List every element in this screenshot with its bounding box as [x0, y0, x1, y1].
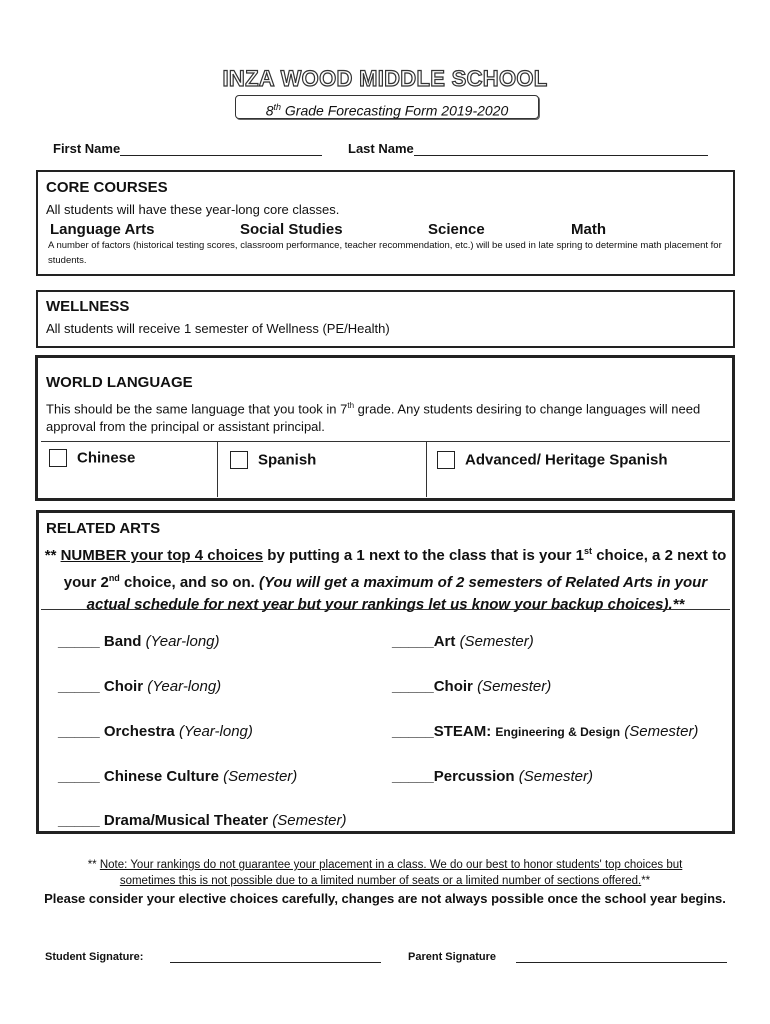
form-title: [235, 95, 539, 119]
language-options: [41, 441, 730, 497]
ra-name: Art: [433, 633, 456, 650]
parent-signature-label: Parent Signature: [408, 951, 497, 963]
ra-intro-1: by putting a 1 next to the class that is your 1: [263, 547, 585, 564]
ra-type: (Semester): [624, 723, 699, 740]
ra-name: Drama/Musical Theater: [103, 812, 269, 829]
rank-blank[interactable]: _____: [392, 768, 434, 785]
core-desc: All students will have these year-long core classes.: [46, 202, 340, 217]
ra-type: (Year-long): [178, 723, 253, 740]
student-signature-label: Student Signature:: [45, 951, 144, 963]
rank-blank[interactable]: _____: [58, 633, 100, 650]
rank-blank[interactable]: _____: [58, 723, 100, 740]
wellness-box: [36, 290, 735, 348]
ra-choir-semester[interactable]: [392, 678, 551, 695]
ra-steam[interactable]: [392, 723, 698, 740]
ra-name: Chinese Culture: [103, 768, 219, 785]
ra-sup-1: st: [584, 546, 593, 556]
ra-name: STEAM:: [433, 723, 492, 740]
note-underlined: Note: Your rankings do not guarantee your placement in a class. We do our best to honor students' top choices but sometimes this is not possible due to a limited number of seats or a limited number of sections offered.: [99, 859, 683, 887]
ra-type: (Year-long): [145, 633, 220, 650]
wellness-desc: All students will receive 1 semester of Wellness (PE/Health): [46, 321, 390, 336]
core-courses-box: [36, 170, 735, 276]
ra-type: (Semester): [272, 812, 347, 829]
ra-name: Band: [103, 633, 142, 650]
ra-choir-year[interactable]: [58, 678, 221, 695]
rank-blank[interactable]: _____: [392, 723, 434, 740]
related-arts-instructions: [44, 540, 727, 616]
option-heritage-spanish[interactable]: [427, 442, 730, 497]
wl-desc-b: grade. Any students desiring to change languages will need approval from the principal or assistant principal.: [46, 401, 701, 435]
ra-name: Orchestra: [103, 723, 175, 740]
course-social-studies: Social Studies: [240, 221, 343, 238]
ra-type: (Semester): [518, 768, 593, 785]
core-heading: CORE COURSES: [46, 179, 168, 196]
ra-orchestra[interactable]: [58, 723, 253, 740]
ra-type: (Semester): [477, 678, 552, 695]
ra-intro-3: choice, and so on.: [119, 574, 260, 591]
ra-underlined: NUMBER your top 4 choices: [60, 547, 264, 564]
core-note: A number of factors (historical testing scores, classroom performance, teacher recommendation, etc.) will be used in late spring to determine math placement for students.: [48, 240, 722, 266]
ra-intro-2: choice, a 2 next to your 2: [63, 547, 727, 591]
chinese-checkbox[interactable]: [49, 449, 67, 467]
ra-type: (Year-long): [147, 678, 222, 695]
parent-signature-line[interactable]: [516, 962, 727, 963]
option-chinese[interactable]: [41, 442, 218, 497]
world-language-desc: [46, 397, 726, 436]
ra-band[interactable]: [58, 633, 220, 650]
course-language-arts: Language Arts: [50, 221, 155, 238]
student-signature-line[interactable]: [170, 962, 381, 963]
ra-extra: Engineering & Design: [495, 725, 621, 739]
wl-desc-sup: th: [347, 401, 355, 410]
chinese-label: Chinese: [77, 449, 136, 467]
ra-chinese-culture[interactable]: [58, 768, 297, 785]
course-math: Math: [571, 221, 606, 238]
spanish-label: Spanish: [258, 451, 317, 469]
heritage-spanish-checkbox[interactable]: [437, 451, 455, 469]
ra-drama[interactable]: [58, 812, 346, 829]
ra-name: Percussion: [433, 768, 515, 785]
rank-blank[interactable]: _____: [58, 678, 100, 695]
wl-desc-a: This should be the same language that you took in 7: [46, 401, 348, 417]
ra-percussion[interactable]: [392, 768, 593, 785]
last-name-label: Last Name: [348, 141, 414, 156]
form-title-text: Grade Forecasting Form 2019-2020: [281, 102, 509, 119]
first-name-label: First Name: [53, 141, 121, 156]
note-suffix: **: [641, 875, 651, 887]
grade-suffix: th: [273, 102, 282, 112]
rank-blank[interactable]: _____: [58, 812, 100, 829]
ra-type: (Semester): [459, 633, 534, 650]
ra-art[interactable]: [392, 633, 534, 650]
rank-blank[interactable]: _____: [58, 768, 100, 785]
spanish-checkbox[interactable]: [230, 451, 248, 469]
ra-sup-2: nd: [108, 573, 120, 583]
last-name-line[interactable]: [414, 141, 708, 156]
ra-name: Choir: [103, 678, 144, 695]
last-name-field[interactable]: [348, 141, 708, 156]
course-science: Science: [428, 221, 485, 238]
ra-name: Choir: [433, 678, 473, 695]
ra-intro-italic: (You will get a maximum of 2 semesters of Related Arts in your actual schedule for next year but your rankings let us know your backup choices).**: [86, 574, 708, 613]
option-spanish[interactable]: [218, 442, 427, 497]
related-arts-heading: RELATED ARTS: [46, 520, 161, 537]
heritage-spanish-label: Advanced/ Heritage Spanish: [465, 451, 668, 469]
first-name-line[interactable]: [120, 141, 322, 156]
rank-blank[interactable]: _____: [392, 633, 434, 650]
consider-notice: Please consider your elective choices carefully, changes are not always possible once the school year begins.: [44, 891, 726, 906]
ra-stars: **: [44, 547, 61, 564]
note-prefix: **: [87, 859, 100, 871]
rank-blank[interactable]: _____: [392, 678, 434, 695]
related-arts-divider: [41, 609, 730, 610]
school-title: INZA WOOD MIDDLE SCHOOL: [222, 66, 548, 91]
ra-type: (Semester): [223, 768, 298, 785]
wellness-heading: WELLNESS: [46, 298, 130, 315]
footer-note: [0, 857, 770, 889]
grade-number: 8: [265, 102, 274, 119]
world-language-heading: WORLD LANGUAGE: [46, 374, 193, 391]
first-name-field[interactable]: [53, 141, 322, 156]
